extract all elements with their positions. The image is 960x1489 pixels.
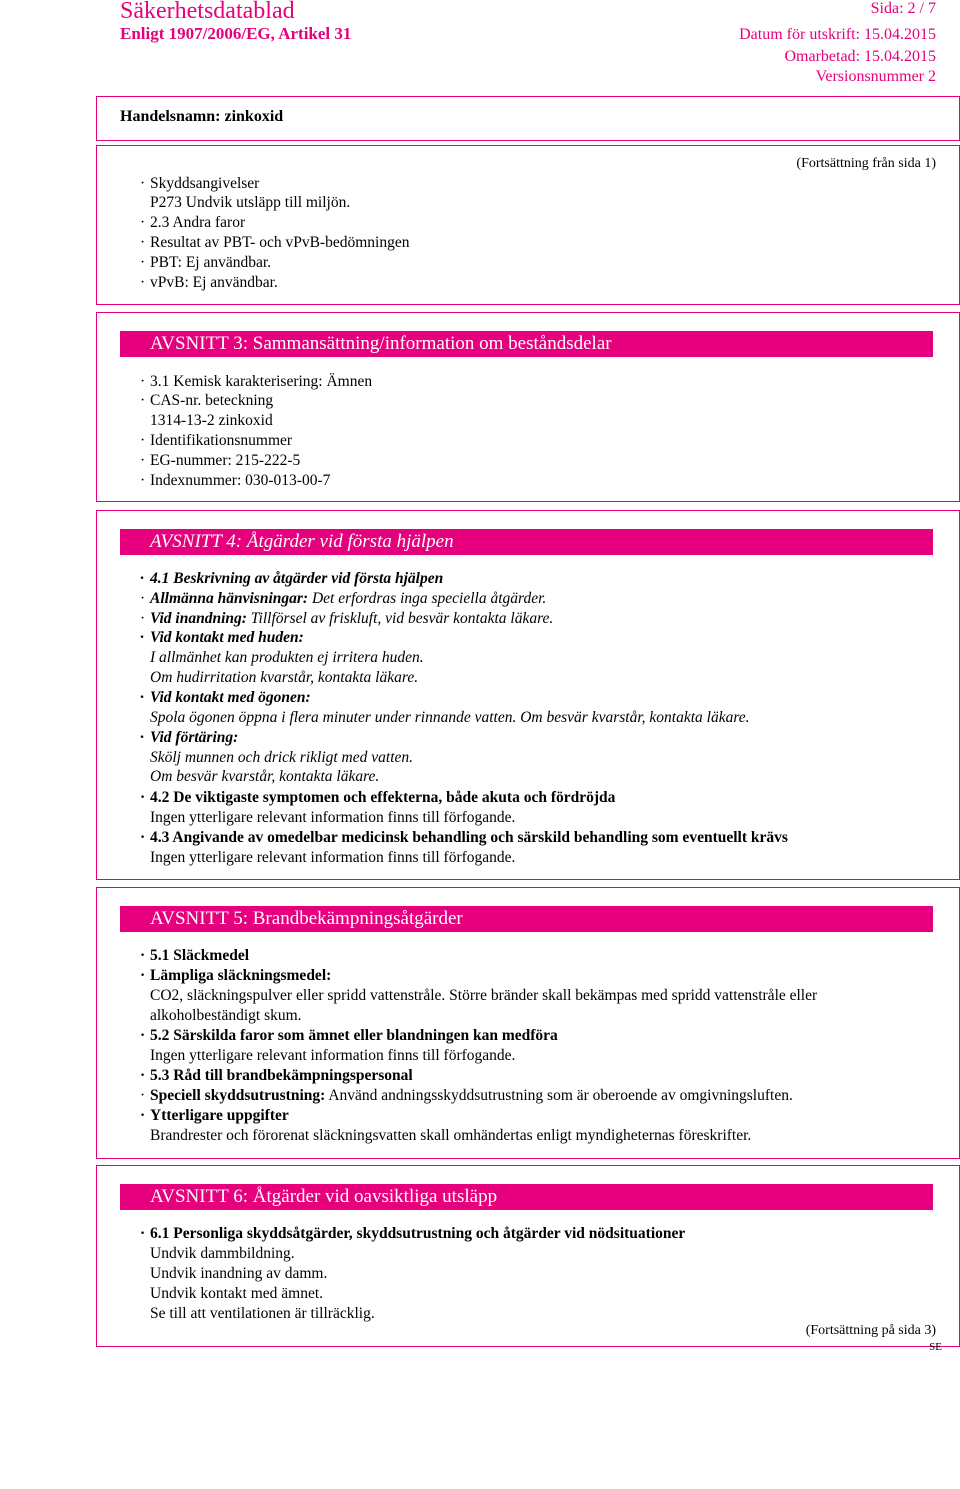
ingestion-text-1: Skölj munnen och drick rikligt med vatten.	[150, 749, 414, 766]
continued-on: (Fortsättning på sida 3)	[805, 1323, 936, 1338]
page-number: Sida: 2 / 7	[870, 0, 936, 17]
p273-text: P273 Undvik utsläpp till miljön.	[150, 194, 351, 211]
s42-text: Ingen ytterligare relevant information finns till förfogande.	[150, 809, 516, 826]
s42-title: · 4.2 De viktigaste symptomen och effekterna, både akuta och fördröjda	[140, 789, 616, 806]
print-date: Datum för utskrift: 15.04.2015	[739, 26, 936, 43]
revised-date: Omarbetad: 15.04.2015	[784, 48, 936, 65]
s52-title: · 5.2 Särskilda faror som ämnet eller blandningen kan medföra	[140, 1027, 558, 1044]
section6-heading: AVSNITT 6: Åtgärder vid oavsiktliga utsläpp	[120, 1184, 933, 1210]
section5-heading: AVSNITT 5: Brandbekämpningsåtgärder	[120, 906, 933, 932]
protective-equipment: · Speciell skyddsutrustning: Använd andningsskyddsutrustning som är oberoende av omgivningsluften.	[140, 1087, 793, 1104]
skin-text-1: I allmänhet kan produkten ej irritera huden.	[150, 649, 424, 666]
s61-line-4: Se till att ventilationen är tillräcklig.	[150, 1305, 375, 1322]
skin-label: · Vid kontakt med huden:	[140, 629, 304, 646]
pbt-line: · PBT: Ej användbar.	[140, 254, 272, 271]
language-code: SE	[929, 1341, 942, 1353]
eg-number: · EG-nummer: 215-222-5	[140, 452, 301, 469]
eye-label: · Vid kontakt med ögonen:	[140, 689, 311, 706]
suitable-media-1: CO2, släckningspulver eller spridd vattenstråle. Större bränder skall bekämpas med spridd vattenstråle eller	[150, 987, 818, 1004]
cas-label: · CAS-nr. beteckning	[140, 392, 274, 409]
s51-title: · 5.1 Släckmedel	[140, 947, 250, 964]
s61-line-1: Undvik dammbildning.	[150, 1245, 295, 1262]
additional-info-text: Brandrester och förorenat släckningsvatten skall omhändertas enligt myndigheternas föreskrifter.	[150, 1127, 752, 1144]
s43-title: · 4.3 Angivande av omedelbar medicinsk behandling och särskild behandling som eventuellt krävs	[140, 829, 788, 846]
safety-statements-label: · Skyddsangivelser	[140, 175, 260, 192]
document-title: Säkerhetsdatablad	[120, 0, 295, 24]
index-number: · Indexnummer: 030-013-00-7	[140, 472, 331, 489]
s61-line-2: Undvik inandning av damm.	[150, 1265, 328, 1282]
general-advice: · Allmänna hänvisningar: Det erfordras inga speciella åtgärder.	[140, 590, 547, 607]
s41-title: · 4.1 Beskrivning av åtgärder vid första hjälpen	[140, 570, 444, 587]
cas-value: 1314-13-2 zinkoxid	[150, 412, 273, 429]
inhalation: · Vid inandning: Tillförsel av friskluft, vid besvär kontakta läkare.	[140, 610, 554, 627]
s43-text: Ingen ytterligare relevant information finns till förfogande.	[150, 849, 516, 866]
chem-characterization: · 3.1 Kemisk karakterisering: Ämnen	[140, 373, 373, 390]
section4-heading: AVSNITT 4: Åtgärder vid första hjälpen	[120, 529, 933, 555]
other-hazards: · 2.3 Andra faror	[140, 214, 246, 231]
continued-from: (Fortsättning från sida 1)	[796, 156, 936, 171]
ingestion-label: · Vid förtäring:	[140, 729, 239, 746]
suitable-media-label: · Lämpliga släckningsmedel:	[140, 967, 332, 984]
trade-name: Handelsnamn: zinkoxid	[120, 108, 284, 125]
s61-title: · 6.1 Personliga skyddsåtgärder, skyddsutrustning och åtgärder vid nödsituationer	[140, 1225, 686, 1242]
s61-line-3: Undvik kontakt med ämnet.	[150, 1285, 324, 1302]
ingestion-text-2: Om besvär kvarstår, kontakta läkare.	[150, 768, 380, 785]
s53-title: · 5.3 Råd till brandbekämpningspersonal	[140, 1067, 413, 1084]
vpvb-line: · vPvB: Ej användbar.	[140, 274, 278, 291]
identification-label: · Identifikationsnummer	[140, 432, 293, 449]
eye-text: Spola ögonen öppna i flera minuter under rinnande vatten. Om besvär kvarstår, kontakta läkare.	[150, 709, 750, 726]
additional-info-label: · Ytterligare uppgifter	[140, 1107, 289, 1124]
section3-heading: AVSNITT 3: Sammansättning/information om beståndsdelar	[120, 331, 933, 357]
s52-text: Ingen ytterligare relevant information finns till förfogande.	[150, 1047, 516, 1064]
skin-text-2: Om hudirritation kvarstår, kontakta läkare.	[150, 669, 419, 686]
version-number: Versionsnummer 2	[815, 68, 936, 85]
suitable-media-2: alkoholbeständigt skum.	[150, 1007, 302, 1024]
document-subtitle: Enligt 1907/2006/EG, Artikel 31	[120, 24, 352, 43]
pbt-results: · Resultat av PBT- och vPvB-bedömningen	[140, 234, 410, 251]
